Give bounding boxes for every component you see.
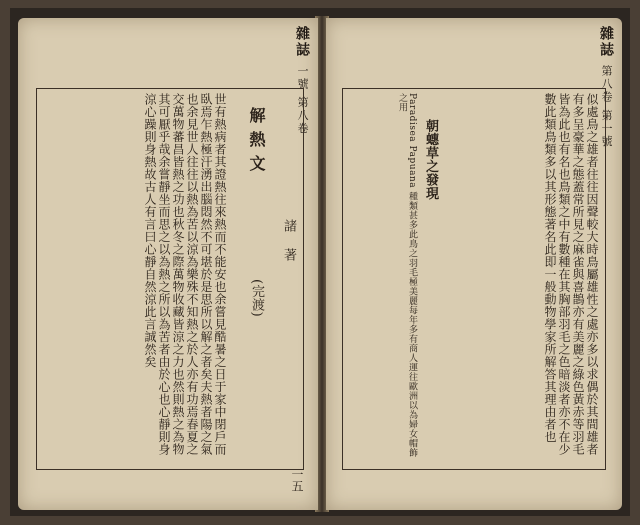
header-title: 雜誌 [598, 26, 614, 58]
section-subheading: 朝蟪草之發現 [423, 119, 438, 200]
article-note: (完渡) [249, 279, 264, 318]
article-title: 解熱文 [247, 107, 266, 179]
header-title: 雜誌 [294, 26, 310, 58]
author-suffix: 著 [281, 248, 296, 268]
right-body-text: 似處鳥之雄者往往因聲較大時鳥屬雄性之處亦多以求偶於其間雄者有多呈豪華之態蓋常所見之麻雀與喜鵲亦有美麗之綠色黃赤等羽毛皆為此也有名也鳥類之中有數種在其胸部羽毛之色暗淡者亦不在少數此類鳥類多以其形態著名此即一般動物學家所解答其理由者也 [543, 93, 599, 456]
right-text-frame [342, 88, 606, 470]
header-issue: 第八卷 第一號 [600, 64, 613, 149]
open-book [10, 8, 630, 516]
article-author [281, 219, 295, 267]
left-text-frame [36, 88, 304, 470]
left-page [18, 18, 318, 510]
page-number: 一五 [290, 468, 304, 492]
left-body-text: 世有熱病者其證熱往來熱而不能安也余嘗見酷暑之日于家中閉戶而臥焉乍熱極汗湧出腦悶然不可堪於是思所以解之者矣夫熱者陽之氣也余見世人往往以熱為苦以涼為樂殊不知熱之於人亦有功焉春夏之交萬物蕃昌皆熱之功也秋冬之際萬物收藏皆涼之力也然則熱之為物其可厭乎哉余嘗靜坐而思之以為熱之所以為苦者由於心也心靜則身涼心躁則身熱故古人有言曰心靜自然涼此言誠然矣 [143, 93, 227, 456]
header-issue: 一號 第八卷 [296, 64, 309, 136]
small-print-text: Paradisea Papuana 種類甚多此鳥之羽毛極美麗每年多有商人運往歐洲以為婦女帽飾之用 [397, 93, 417, 458]
author-name: 諸 [281, 219, 296, 238]
right-page [326, 18, 622, 510]
